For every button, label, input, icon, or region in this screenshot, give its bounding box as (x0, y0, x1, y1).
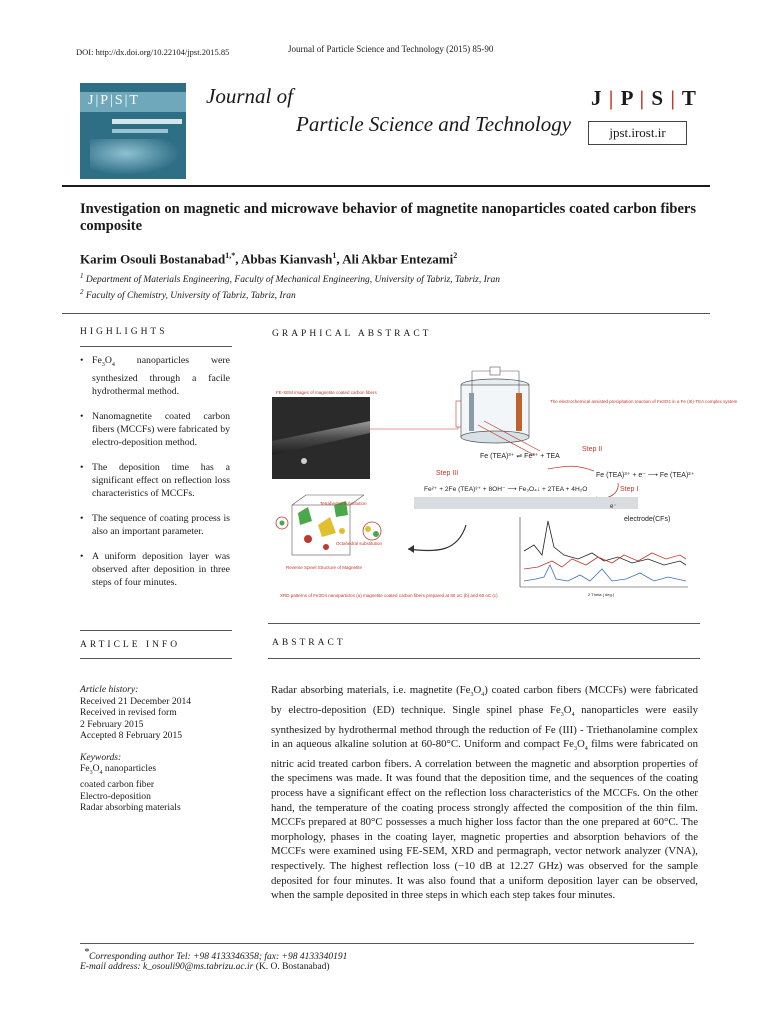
equation-step1: Fe (TEA)³⁺ + e⁻ ⟶ Fe (TEA)²⁺ (596, 472, 695, 479)
abstract-text: Radar absorbing materials, i.e. magnetite $(Fe_3O_4)$ coated carbon fibers (MCCFs) were fabricated by electro-deposition (ED) technique. Single spinel phase $Fe_3O_4$ nanoparticles were easily synthesized by hydrothermal method through the reduction of Fe (III) - Triethanolamine complex in an aqueous alkaline solution at 60-80°C. Uniform and compact $Fe_3O_4$ films were fabricated on nitric acid treated carbon fibers. A correlation between the magnetic and absorption properties of the specimens was made. It was found that the deposition time, and the sequences of the coating process have a significant effect on the reflection loss characteristics of the MCCFs. On the other hand, the temperature of the coating process strongly affected the composition of the thin film. MCCFs prepared at 80°C possesses a much higher loss factor than the one prepared at 60°C. The morphology, phases in the coating layer, magnetic properties and absorption behaviors of the MCCFs were examined using FE-SEM, XRD and permagraph, vector network analyzer (VNA), respectively. The highest reflection loss (−10 dB at 12.27 GHz) was observed for the sample deposited for four minutes. It was also found that a uniform deposition layer can be observed, when the sample deposited in three steps in which each step takes four minutes. (271, 684, 698, 902)
tetrahedral-label: Tetrahedral substitution (320, 501, 367, 506)
article-info-block (80, 684, 240, 814)
graphical-abstract-figure (268, 355, 738, 623)
highlight-item: • The sequence of coating process is also an important parameter. (80, 512, 230, 537)
section-divider (62, 313, 710, 314)
header-divider (62, 185, 710, 187)
electron-label: e⁻ (610, 504, 617, 510)
doi-link[interactable]: DOI: http://dx.doi.org/10.22104/jpst.2015.85 (76, 47, 230, 57)
step-3-label: Step III (436, 470, 459, 477)
abstract-rule (268, 658, 700, 659)
abstract-heading: ABSTRACT (272, 638, 346, 648)
article-info-heading: ARTICLE INFO (80, 640, 181, 650)
spinel-label: Reverse Spinel Structure of Magnetite (286, 565, 363, 570)
electrode-bar (414, 497, 638, 509)
highlights-rule (80, 346, 232, 347)
journal-cover-image (80, 83, 186, 179)
step-1-label: Step I (620, 486, 639, 493)
article-info-rule (80, 658, 232, 659)
journal-title-line2: Particle Science and Technology (296, 112, 572, 136)
xrd-caption: XRD patterns of Fe3O4 nanoparticles (a) magnetite coated carbon fibers prepared at 80 oC (b) and 60 oC (c) (280, 593, 498, 598)
highlights-list (80, 354, 230, 601)
xrd-series-c (524, 565, 686, 581)
graphical-abstract-heading: GRAPHICAL ABSTRACT (272, 329, 432, 339)
keywords-label: Keywords: (80, 751, 122, 763)
journal-title-line1: Journal of (206, 84, 293, 108)
xrd-axis-label: 2 Theta ( deg.) (588, 592, 615, 597)
highlights-heading: HIGHLIGHTS (80, 327, 168, 337)
article-title: Investigation on magnetic and microwave behavior of magnetite nanoparticles coated carbon fibers composite (80, 201, 696, 234)
highlight-item: • $Fe_3O_4$ nanoparticles were synthesized through a facile hydrothermal method. (80, 355, 230, 397)
corresponding-author: *Corresponding author Tel: +98 4133346358; fax: +98 4133340191 (84, 947, 348, 963)
email-link[interactable]: k_osouli90@ms.tabrizu.ac.ir (142, 962, 254, 972)
author-name: Ali Akbar Entezami (342, 251, 454, 267)
keyword: coated carbon fiber (80, 779, 155, 791)
affiliation-2: $^2$ Faculty of Chemistry, University of Tabriz, Tabriz, Iran (80, 288, 296, 302)
history-label: Article history: (80, 684, 139, 695)
step-2-label: Step II (582, 446, 603, 453)
equation-step2a: Fe (TEA)³⁺ ⇌ Fe³⁺ + TEA (480, 453, 560, 460)
cover-letters: J|P|S|T (88, 93, 140, 108)
author-name: Karim Osouli Bostanabad (80, 251, 226, 267)
xrd-series-a (524, 521, 686, 565)
footer-divider (80, 943, 694, 944)
graphical-abstract-rule (268, 623, 700, 624)
octahedral-label: Octahedral substitution (336, 541, 383, 546)
jpst-logo: J | P | S | T (591, 86, 697, 110)
author-list: Karim Osouli Bostanabad$^{1,*}$, Abbas Kianvash$^1$, Ali Akbar Entezami$^2$ (80, 251, 458, 267)
journal-reference: Journal of Particle Science and Technology (2015) 85-90 (288, 44, 494, 54)
author-name: Abbas Kianvash (241, 251, 333, 267)
history-entry: Received 21 December 2014 (80, 695, 192, 707)
history-entry: Accepted 8 February 2015 (80, 730, 183, 741)
article-info-top-rule (80, 630, 232, 631)
affiliation-1: $^1$ Department of Materials Engineering, Faculty of Mechanical Engineering, University of Tabriz, Tabriz, Iran (80, 272, 500, 286)
highlight-item: • Nanomagnetite coated carbon fibers (MCCFs) were fabricated by electro-deposition method. (80, 410, 230, 448)
sem-label: FE-SEM images of magnetite coated carbon fibers (276, 390, 377, 395)
email-line: E-mail address: k_osouli90@ms.tabrizu.ac.ir (K. O. Bostanabad) (80, 962, 330, 972)
equation-step3: Fe²⁺ + 2Fe (TEA)³⁺ + 8OH⁻ ⟶ Fe₃O₄↓ + 2TEA + 4H₂O (424, 486, 588, 493)
mechanism-label: The electrochemical assisted precipitation reaction of Fe3O4 in a Fe (III)-TEA complex system (550, 399, 738, 404)
history-entry: 2 February 2015 (80, 718, 144, 730)
xrd-plot (520, 517, 688, 597)
highlight-item: • A uniform deposition layer was observed after deposition in three steps of four minutes. (80, 550, 230, 588)
keyword: Radar absorbing materials (80, 802, 181, 814)
highlight-item: • The deposition time has a significant effect on reflection loss characteristics of MCCFs. (80, 461, 230, 499)
curved-arrow-icon (408, 525, 466, 551)
keyword: Electro-deposition (80, 790, 151, 802)
history-entry: Received in revised form (80, 707, 177, 718)
keyword: $Fe_3O_4$ nanoparticles (80, 763, 157, 776)
electrode-label: electrode(CFs) (624, 516, 671, 523)
journal-website-link[interactable]: jpst.irost.ir (588, 121, 687, 145)
